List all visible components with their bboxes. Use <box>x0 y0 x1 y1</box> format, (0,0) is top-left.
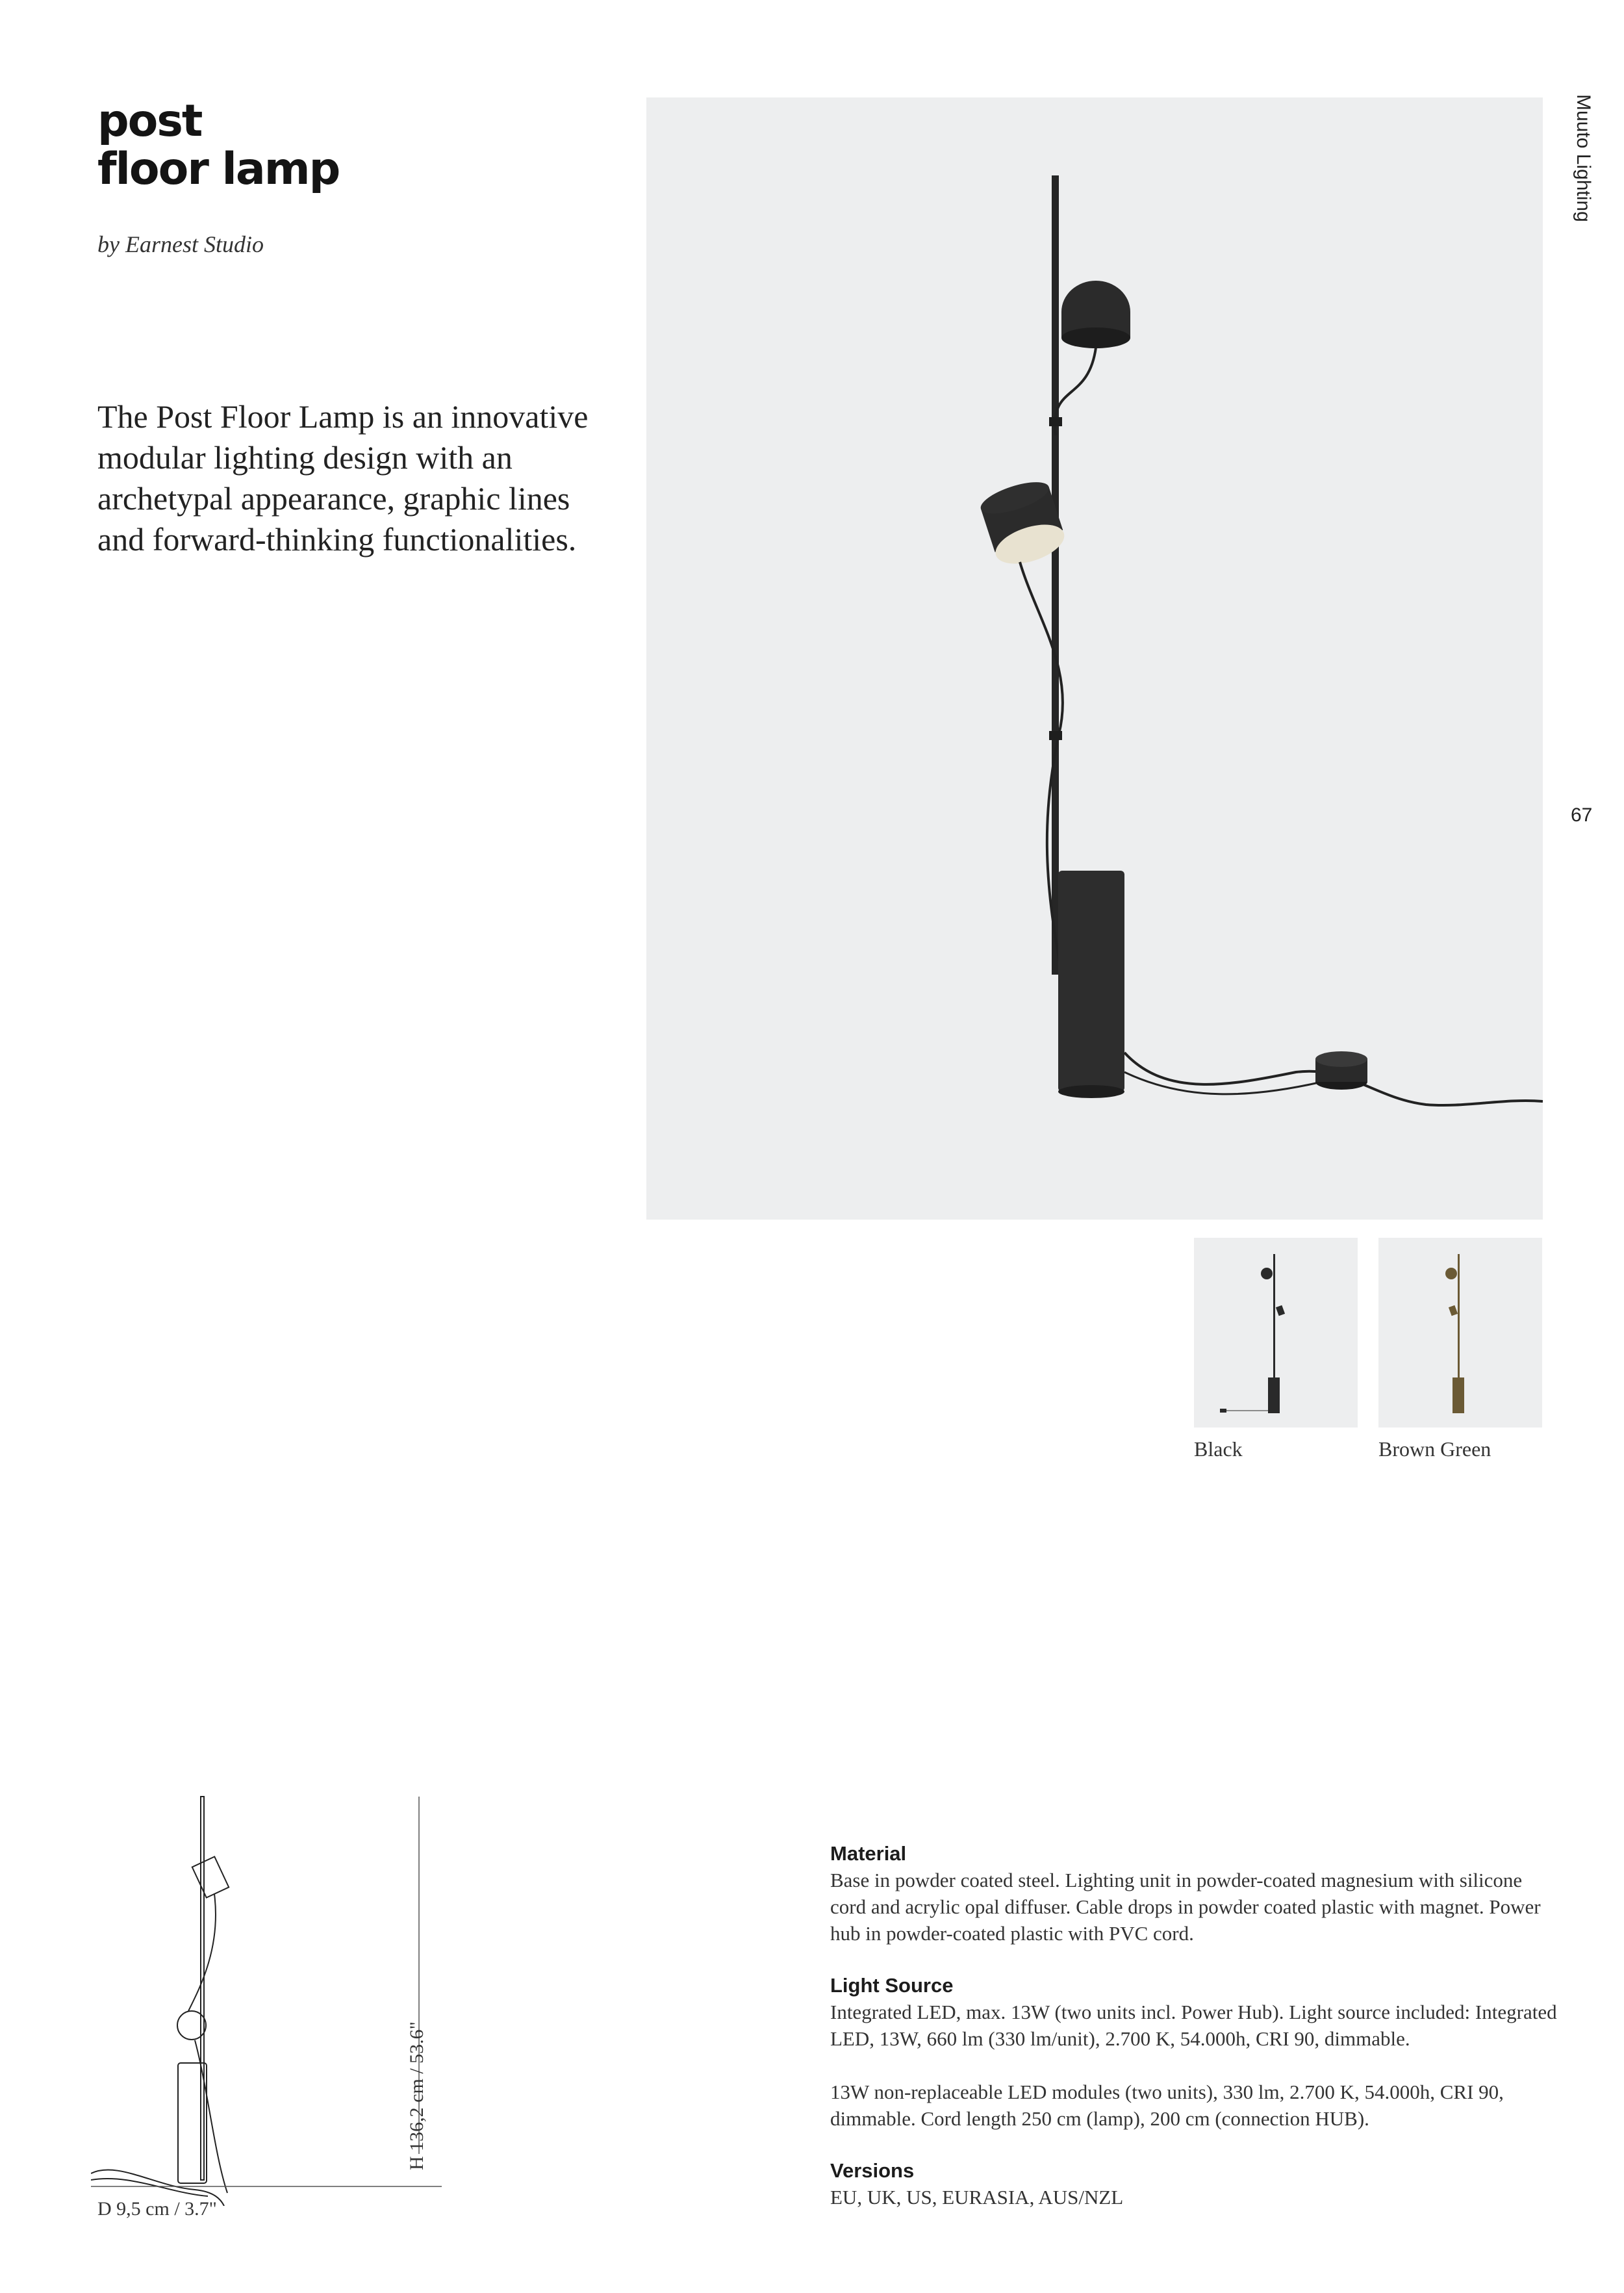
spec-text: Integrated LED, max. 13W (two units incl. Power Hub). Light source included: Integrated LED, 13W, 660 lm (330 lm/unit), 2.700 K, 54.000h, CRI 90, dimmable. <box>830 2001 1557 2050</box>
specifications <box>830 1842 1558 2238</box>
lamp-thumbnail-icon <box>1378 1238 1542 1428</box>
dimension-diameter: D 9,5 cm / 3.7" <box>97 2198 217 2220</box>
spec-heading: Light Source <box>830 1974 954 1997</box>
upper-lamp-head <box>1061 281 1130 348</box>
lamp-base <box>1058 871 1124 1092</box>
catalog-section-label: Muuto Lighting <box>1573 94 1594 222</box>
spec-light-source <box>830 1974 1558 2132</box>
variant-label-black: Black <box>1194 1437 1243 1461</box>
technical-line-drawing <box>91 1790 455 2206</box>
variant-thumbnail-brown-green[interactable] <box>1378 1238 1542 1428</box>
spec-material <box>830 1842 1558 1947</box>
spec-text: EU, UK, US, EURASIA, AUS/NZL <box>830 2186 1124 2209</box>
product-title <box>97 97 339 194</box>
lamp-thumbnail-icon <box>1194 1238 1358 1428</box>
spec-heading: Material <box>830 1842 907 1865</box>
power-hub <box>1315 1051 1367 1090</box>
lamp-pole <box>1052 175 1059 975</box>
hero-product-image <box>646 97 1543 1220</box>
spec-heading: Versions <box>830 2159 915 2182</box>
title-line-1: post <box>97 96 202 147</box>
variant-thumbnail-black[interactable] <box>1194 1238 1358 1428</box>
spec-versions <box>830 2159 1558 2210</box>
designer-byline: by Earnest Studio <box>97 231 264 257</box>
variant-label-brown-green: Brown Green <box>1378 1437 1491 1461</box>
dimension-height: H 136,2 cm / 53.6" <box>406 2021 427 2170</box>
floor-lamp-illustration <box>646 97 1543 1220</box>
spec-text: 13W non-replaceable LED modules (two units), 330 lm, 2.700 K, 54.000h, CRI 90, dimmable. Cord length 250 cm (lamp), 200 cm (connection HUB). <box>830 2081 1504 2130</box>
product-intro: The Post Floor Lamp is an innovative modular lighting design with an archetypal appearance, graphic lines and forward-thinking functionalities. <box>97 398 589 557</box>
title-line-2: floor lamp <box>97 144 340 195</box>
dimension-height-wrapper <box>406 2021 432 2196</box>
spec-text: Base in powder coated steel. Lighting unit in powder-coated magnesium with silicone cord and acrylic opal diffuser. Cable drops in powder coated plastic with magnet. Power hub in powder-coated plastic with PVC cord. <box>830 1869 1541 1945</box>
page-number: 67 <box>1571 804 1593 826</box>
